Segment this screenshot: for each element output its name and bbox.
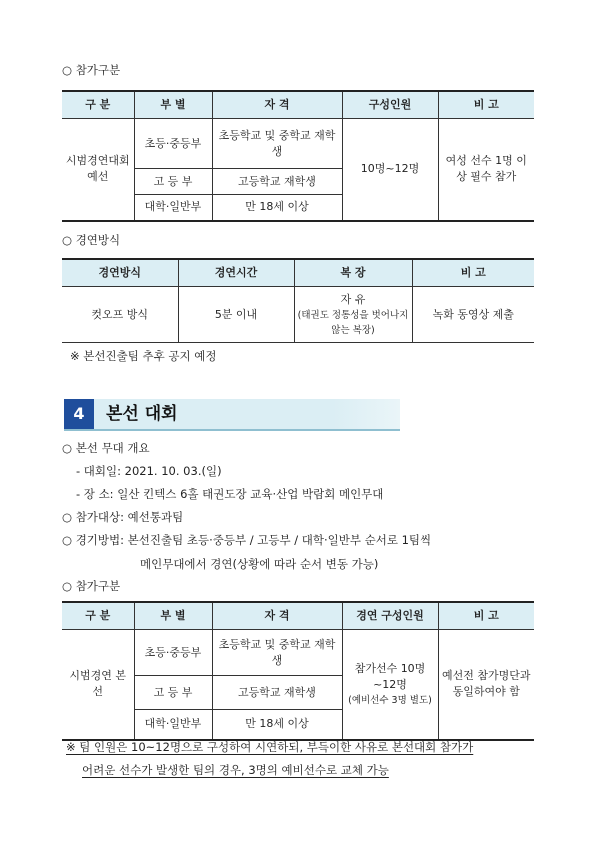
attire-main: 자 유 <box>340 292 366 306</box>
col-header-note: 비 고 <box>438 602 534 630</box>
section-number: 4 <box>64 399 94 429</box>
col-header-time: 경연시간 <box>178 259 294 287</box>
qualification-cell: 초등학교 및 중학교 재학생 <box>212 119 342 169</box>
time-cell: 5분 이내 <box>178 287 294 343</box>
note-cell: 여성 선수 1명 이상 필수 참가 <box>438 119 534 221</box>
col-header-note: 비 고 <box>438 91 534 119</box>
footnote-line-continued: 어려운 선수가 발생한 팀의 경우, 3명의 예비선수로 교체 가능 <box>82 763 389 777</box>
final-participation-heading: ○ 참가구분 <box>62 579 121 593</box>
participation-heading: ○ 참가구분 <box>62 63 121 77</box>
col-header-qualification: 자 격 <box>212 91 342 119</box>
category-cell: 시범경연 본선 <box>62 630 134 740</box>
qualifier-participation-table <box>62 90 534 222</box>
members-main: 참가선수 10명~12명 <box>354 661 426 691</box>
col-header-members: 구성인원 <box>342 91 438 119</box>
attire-sub: (태권도 정통성을 벗어나지 않는 복장) <box>297 309 409 336</box>
place-line: - 장 소: 일산 킨텍스 6홀 태권도장 교육·산업 박람회 메인무대 <box>76 487 384 501</box>
col-header-members: 경연 구성인원 <box>342 602 438 630</box>
qualification-cell: 고등학교 재학생 <box>212 676 342 710</box>
method-cell: 컷오프 방식 <box>62 287 178 343</box>
division-cell: 고 등 부 <box>134 676 212 710</box>
col-header-division: 부 별 <box>134 602 212 630</box>
col-header-attire: 복 장 <box>294 259 412 287</box>
qualification-cell: 만 18세 이상 <box>212 710 342 740</box>
qualification-cell: 초등학교 및 중학교 재학생 <box>212 630 342 676</box>
col-header-note: 비 고 <box>412 259 534 287</box>
target-line: ○ 참가대상: 예선통과팀 <box>62 510 184 524</box>
members-sub: (예비선수 3명 별도) <box>348 694 432 706</box>
method-line: ○ 경기방법: 본선진출팀 초등·중등부 / 고등부 / 대학·일반부 순서로 1팀씩 <box>62 533 432 547</box>
notice-text: ※ 본선진출팀 추후 공지 예정 <box>70 349 217 363</box>
note-cell: 녹화 동영상 제출 <box>412 287 534 343</box>
method-line-continued: 메인무대에서 경연(상황에 따라 순서 변동 가능) <box>140 557 379 571</box>
division-cell: 대학·일반부 <box>134 195 212 221</box>
col-header-qualification: 자 격 <box>212 602 342 630</box>
final-participation-table <box>62 601 534 741</box>
col-header-method: 경연방식 <box>62 259 178 287</box>
col-header-category: 구 분 <box>62 602 134 630</box>
division-cell: 고 등 부 <box>134 169 212 195</box>
members-cell: 10명~12명 <box>342 119 438 221</box>
attire-cell <box>294 287 412 343</box>
col-header-division: 부 별 <box>134 91 212 119</box>
division-cell: 초등·중등부 <box>134 119 212 169</box>
overview-heading: ○ 본선 무대 개요 <box>62 441 150 455</box>
date-line: - 대회일: 2021. 10. 03.(일) <box>76 464 222 478</box>
qualification-cell: 만 18세 이상 <box>212 195 342 221</box>
division-cell: 대학·일반부 <box>134 710 212 740</box>
qualification-cell: 고등학교 재학생 <box>212 169 342 195</box>
section-title: 본선 대회 <box>106 404 178 424</box>
note-cell: 예선전 참가명단과 동일하여야 함 <box>438 630 534 740</box>
footnote-line: ※ 팀 인원은 10~12명으로 구성하여 시연하되, 부득이한 사유로 본선대회 참가가 <box>66 740 474 754</box>
method-heading: ○ 경연방식 <box>62 233 121 247</box>
col-header-category: 구 분 <box>62 91 134 119</box>
method-table <box>62 258 534 343</box>
division-cell: 초등·중등부 <box>134 630 212 676</box>
category-cell: 시범경연대회 예선 <box>62 119 134 221</box>
members-cell <box>342 630 438 740</box>
